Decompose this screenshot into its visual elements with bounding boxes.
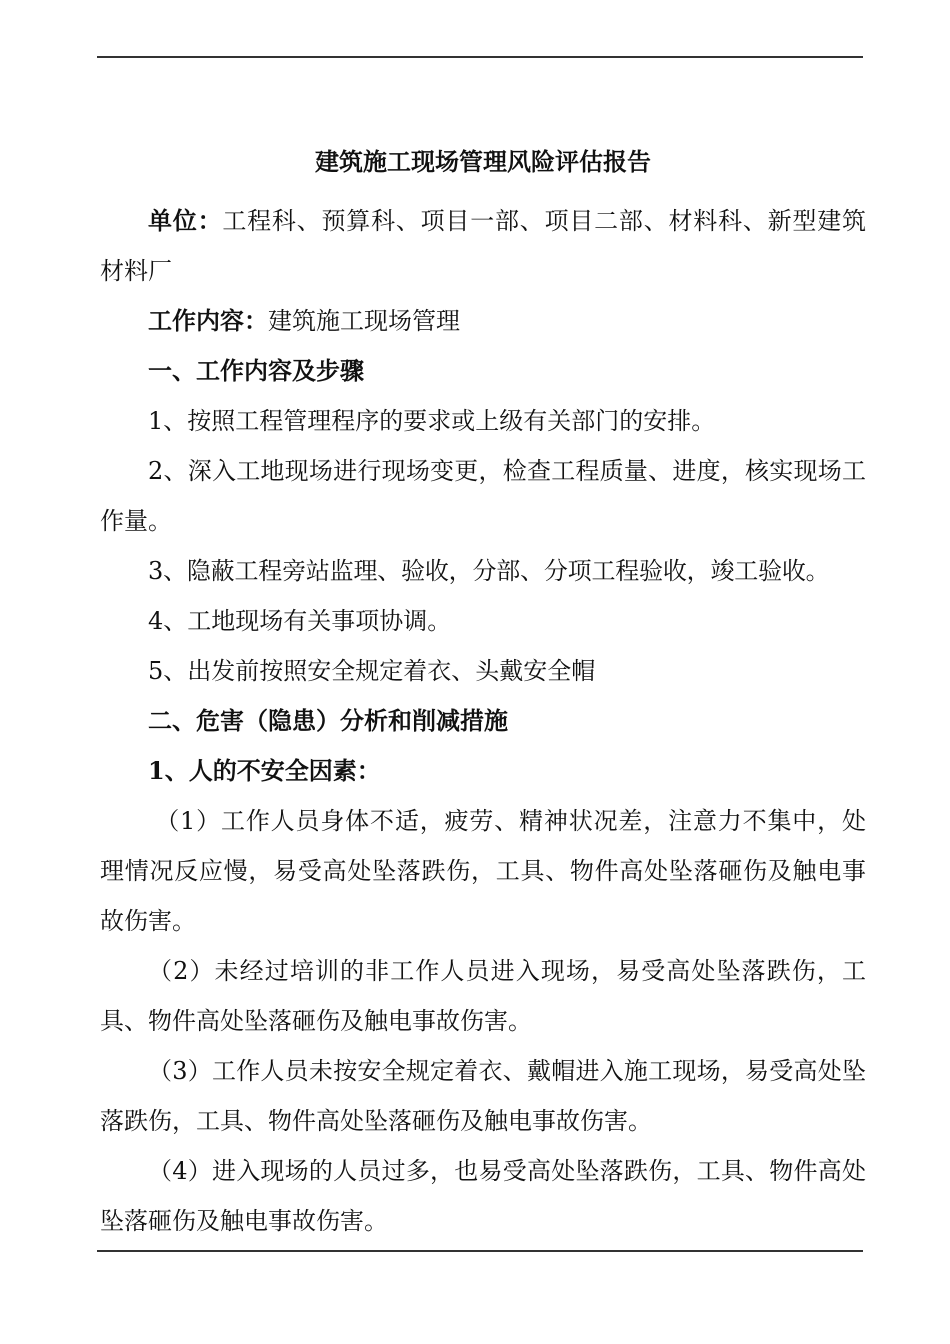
step-item: 1、按照工程管理程序的要求或上级有关部门的安排。 — [148, 407, 716, 435]
document-body — [100, 140, 866, 1246]
unit-value: 工程科、预算科、项目一部、项目二部、材料科、新型建筑材料厂 — [100, 207, 867, 285]
unit-paragraph — [100, 196, 866, 296]
step-item: 4、工地现场有关事项协调。 — [148, 607, 452, 635]
header-rule — [97, 56, 863, 58]
content-value: 建筑施工现场管理 — [268, 307, 460, 335]
section-heading-hazards: 二、危害（隐患）分析和削减措施 — [148, 706, 508, 735]
unit-label: 单位： — [148, 206, 223, 235]
footer-rule — [97, 1250, 863, 1252]
content-paragraph — [100, 296, 866, 346]
step-item: 2、深入工地现场进行现场变更，检查工程质量、进度，核实现场工作量。 — [100, 457, 866, 535]
factor-item: （1）工作人员身体不适，疲劳、精神状况差，注意力不集中，处理情况反应慢，易受高处坠落跌伤，工具、物件高处坠落砸伤及触电事故伤害。 — [100, 807, 866, 935]
step-item: 5、出发前按照安全规定着衣、头戴安全帽 — [148, 657, 596, 685]
document-title: 建筑施工现场管理风险评估报告 — [315, 147, 651, 176]
subsection-heading-human: 1、人的不安全因素： — [148, 756, 381, 785]
step-item: 3、隐蔽工程旁站监理、验收，分部、分项工程验收，竣工验收。 — [148, 557, 830, 585]
factor-item: （4）进入现场的人员过多，也易受高处坠落跌伤，工具、物件高处坠落砸伤及触电事故伤害。 — [100, 1157, 866, 1235]
content-label: 工作内容： — [148, 306, 268, 335]
factor-item: （2）未经过培训的非工作人员进入现场，易受高处坠落跌伤，工具、物件高处坠落砸伤及触电事故伤害。 — [100, 957, 866, 1035]
section-heading-steps: 一、工作内容及步骤 — [148, 356, 364, 385]
factor-item: （3）工作人员未按安全规定着衣、戴帽进入施工现场，易受高处坠落跌伤，工具、物件高处坠落砸伤及触电事故伤害。 — [100, 1057, 866, 1135]
